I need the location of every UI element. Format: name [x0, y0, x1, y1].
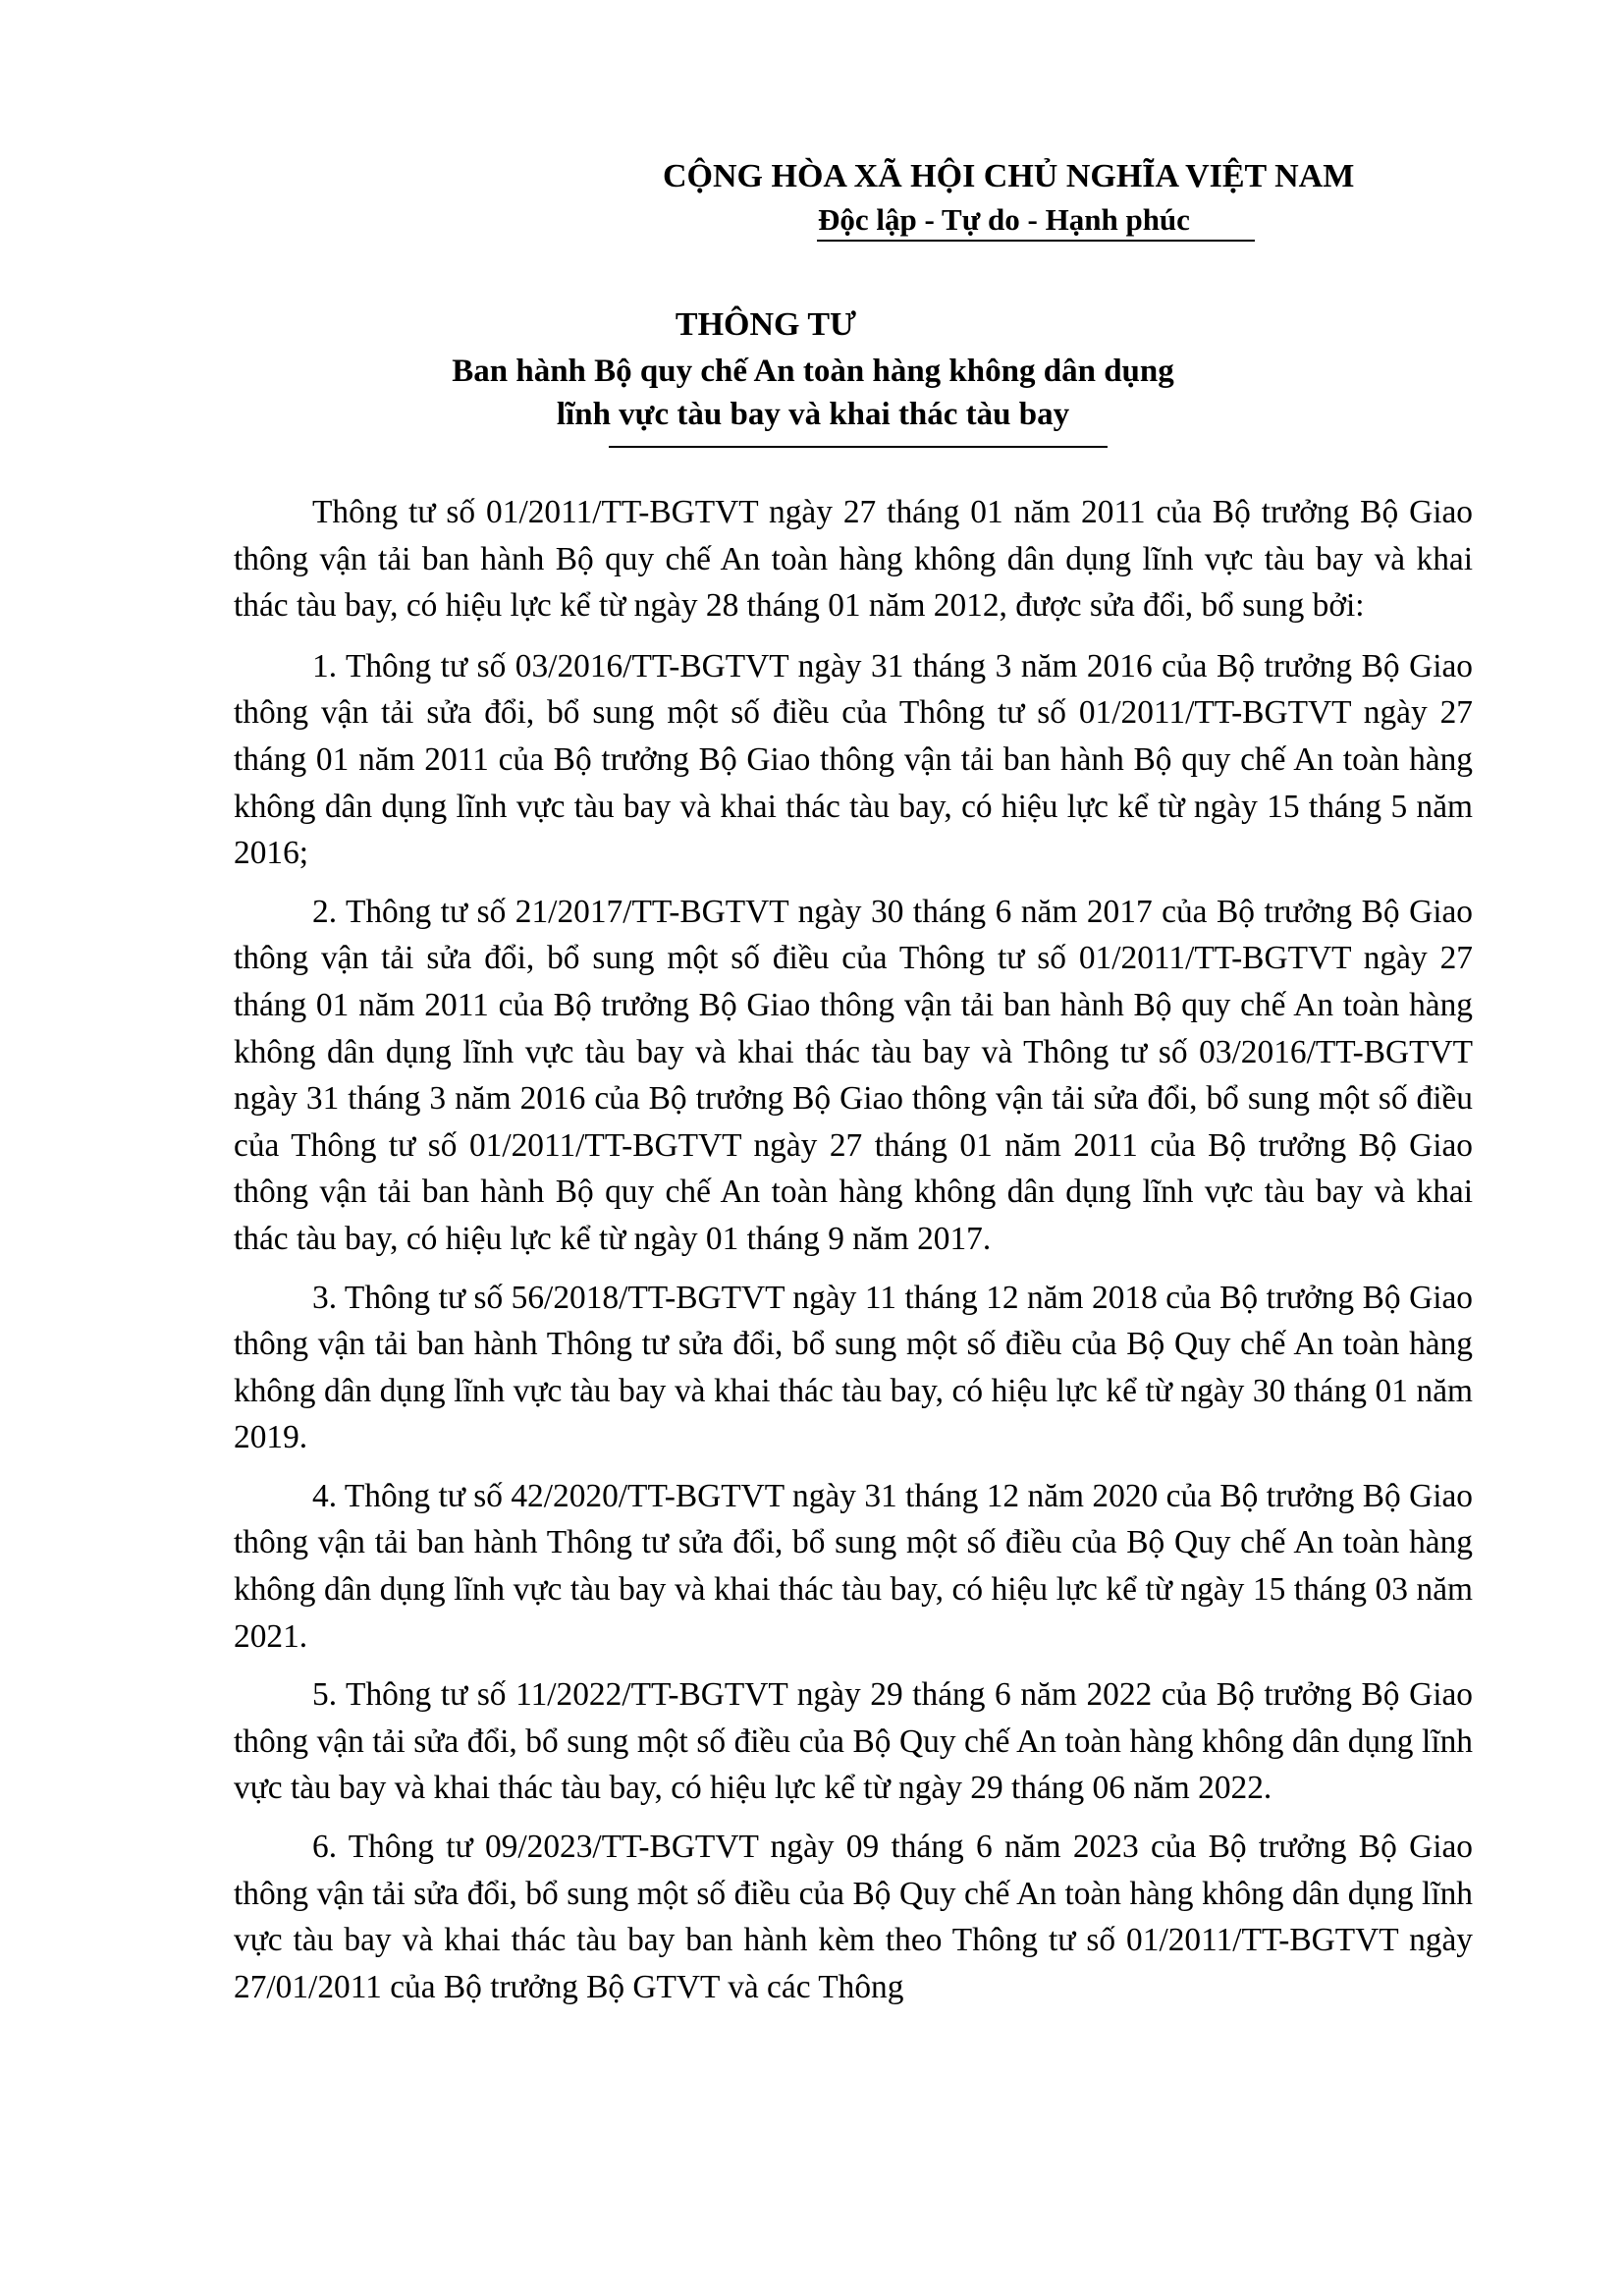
- motto-underline: [817, 240, 1255, 242]
- amendment-item-6: 6. Thông tư 09/2023/TT-BGTVT ngày 09 tháng 6 năm 2023 của Bộ trưởng Bộ Giao thông vận tải sửa đổi, bổ sung một số điều của Bộ Quy chế An toàn hàng không dân dụng lĩnh vực tàu bay và khai thác tàu bay ban hành kèm theo Thông tư số 01/2011/TT-BGTVT ngày 27/01/2011 của Bộ trưởng Bộ GTVT và các Thông: [234, 1829, 1473, 2005]
- national-motto: Độc lập - Tự do - Hạnh phúc: [818, 202, 1190, 237]
- document-title: [0, 301, 1532, 436]
- amendment-item-3: 3. Thông tư số 56/2018/TT-BGTVT ngày 11 tháng 12 năm 2018 của Bộ trưởng Bộ Giao thông vận tải ban hành Thông tư sửa đổi, bổ sung một số điều của Bộ Quy chế An toàn hàng không dân dụng lĩnh vực tàu bay và khai thác tàu bay, có hiệu lực kể từ ngày 30 tháng 01 năm 2019.: [234, 1279, 1473, 1456]
- document-type: THÔNG TƯ: [675, 306, 857, 343]
- nation-name: CỘNG HÒA XÃ HỘI CHỦ NGHĨA VIỆT NAM: [663, 158, 1355, 194]
- amendment-item-1: 1. Thông tư số 03/2016/TT-BGTVT ngày 31 tháng 3 năm 2016 của Bộ trưởng Bộ Giao thông vận tải sửa đổi, bổ sung một số điều của Thông tư số 01/2011/TT-BGTVT ngày 27 tháng 01 năm 2011 của Bộ trưởng Bộ Giao thông vận tải ban hành Bộ quy chế An toàn hàng không dân dụng lĩnh vực tàu bay và khai thác tàu bay, có hiệu lực kể từ ngày 15 tháng 5 năm 2016;: [234, 647, 1473, 872]
- national-header: [628, 155, 1434, 242]
- intro-paragraph: Thông tư số 01/2011/TT-BGTVT ngày 27 tháng 01 năm 2011 của Bộ trưởng Bộ Giao thông vận tải ban hành Bộ quy chế An toàn hàng không dân dụng lĩnh vực tàu bay và khai thác tàu bay, có hiệu lực kể từ ngày 28 tháng 01 năm 2012, được sửa đổi, bổ sung bởi:: [234, 494, 1473, 625]
- amendment-item-2: 2. Thông tư số 21/2017/TT-BGTVT ngày 30 tháng 6 năm 2017 của Bộ trưởng Bộ Giao thông vận tải sửa đổi, bổ sung một số điều của Thông tư số 01/2011/TT-BGTVT ngày 27 tháng 01 năm 2011 của Bộ trưởng Bộ Giao thông vận tải ban hành Bộ quy chế An toàn hàng không dân dụng lĩnh vực tàu bay và khai thác tàu bay và Thông tư số 03/2016/TT-BGTVT ngày 31 tháng 3 năm 2016 của Bộ trưởng Bộ Giao thông vận tải sửa đổi, bổ sung một số điều của Thông tư số 01/2011/TT-BGTVT ngày 27 tháng 01 năm 2011 của Bộ trưởng Bộ Giao thông vận tải ban hành Bộ quy chế An toàn hàng không dân dụng lĩnh vực tàu bay và khai thác tàu bay, có hiệu lực kể từ ngày 01 tháng 9 năm 2017.: [234, 893, 1473, 1257]
- title-underline: [609, 446, 1108, 448]
- title-line-1: Ban hành Bộ quy chế An toàn hàng không dân dụng: [452, 354, 1174, 389]
- document-body: [234, 489, 1473, 2022]
- amendment-item-5: 5. Thông tư số 11/2022/TT-BGTVT ngày 29 tháng 6 năm 2022 của Bộ trưởng Bộ Giao thông vận tải sửa đổi, bổ sung một số điều của Bộ Quy chế An toàn hàng không dân dụng lĩnh vực tàu bay và khai thác tàu bay, có hiệu lực kể từ ngày 29 tháng 06 năm 2022.: [234, 1676, 1473, 1807]
- title-line-2: lĩnh vực tàu bay và khai thác tàu bay: [556, 397, 1070, 432]
- amendment-item-4: 4. Thông tư số 42/2020/TT-BGTVT ngày 31 tháng 12 năm 2020 của Bộ trưởng Bộ Giao thông vận tải ban hành Thông tư sửa đổi, bổ sung một số điều của Bộ Quy chế An toàn hàng không dân dụng lĩnh vực tàu bay và khai thác tàu bay, có hiệu lực kể từ ngày 15 tháng 03 năm 2021.: [234, 1477, 1473, 1655]
